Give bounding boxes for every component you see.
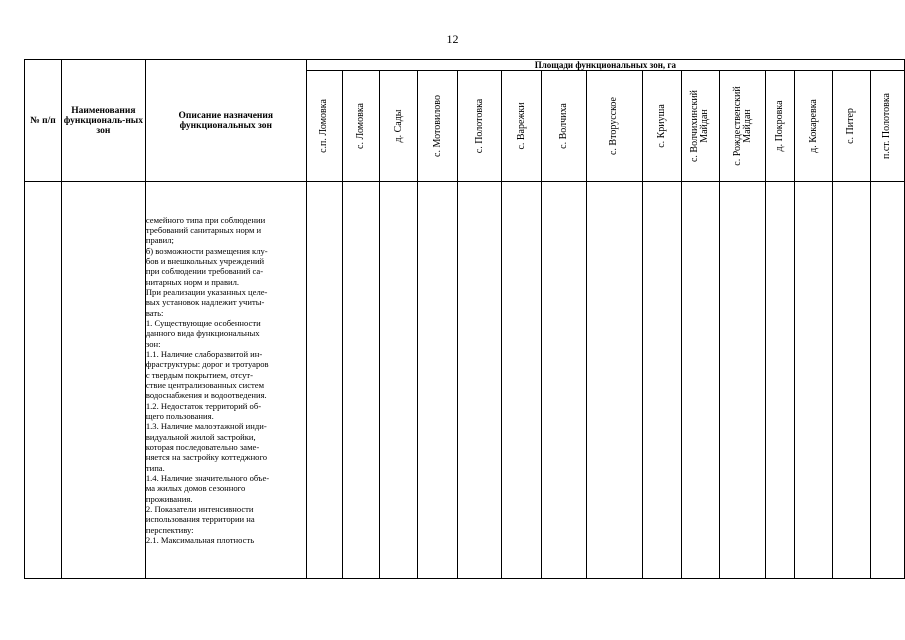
settlement-header xyxy=(306,71,342,182)
zone-description-cell xyxy=(145,182,306,579)
area-cell xyxy=(720,182,766,579)
header-row-top xyxy=(25,60,905,71)
area-cell xyxy=(541,182,586,579)
settlement-header xyxy=(380,71,418,182)
settlement-label: с. Мотовилово xyxy=(431,95,443,157)
settlement-label: с.п. Ломовка xyxy=(318,99,330,153)
settlement-label: п.ст. Полотовка xyxy=(881,93,893,159)
settlement-header xyxy=(502,71,542,182)
description-line: 1.2. Недостаток территорий об- xyxy=(145,400,262,411)
area-cell xyxy=(502,182,542,579)
settlement-header xyxy=(681,71,720,182)
description-line: няется на застройку коттеджного xyxy=(145,452,268,463)
settlement-label: с. Вторусское xyxy=(608,96,620,156)
description-line: ма жилых домов сезонного xyxy=(145,483,246,494)
description-line: фраструктуры: дорог и тротуаров xyxy=(145,359,269,370)
description-line: вать: xyxy=(145,307,164,318)
settlement-label: с. Волчиха xyxy=(557,103,569,149)
description-line: правил; xyxy=(145,235,174,246)
header-zone-areas: Площади функциональных зон, га xyxy=(306,60,904,71)
settlement-label: с. Криуша xyxy=(655,104,667,148)
description-line: 1. Существующие особенности xyxy=(145,317,261,328)
area-cell xyxy=(766,182,795,579)
area-cell xyxy=(380,182,418,579)
page-number: 12 xyxy=(446,32,459,46)
description-line: бов и внешкольных учреждений xyxy=(145,255,265,266)
header-zone-name: Наименования функциональ-ных зон xyxy=(61,60,145,182)
settlement-header xyxy=(795,71,833,182)
description-line: водоснабжения и водоотведения. xyxy=(145,390,267,401)
settlement-header xyxy=(766,71,795,182)
description-line: 1.3. Наличие малоэтажной инди- xyxy=(145,421,267,432)
description-text xyxy=(146,215,306,546)
description-line: 1.1. Наличие слаборазвитой ин- xyxy=(145,348,263,359)
settlement-header xyxy=(720,71,766,182)
area-cell xyxy=(586,182,642,579)
settlement-header xyxy=(642,71,681,182)
description-line: перспективу: xyxy=(145,524,194,535)
settlement-header xyxy=(418,71,458,182)
settlement-header xyxy=(586,71,642,182)
settlement-label: д. Кокаревка xyxy=(807,99,819,153)
description-line: ствие централизованных систем xyxy=(145,380,265,390)
description-line: видуальной жилой застройки, xyxy=(145,431,256,442)
description-line: зон: xyxy=(145,338,161,349)
settlement-header xyxy=(458,71,502,182)
table-row xyxy=(25,182,905,579)
description-line: При реализации указанных целе- xyxy=(145,286,268,297)
description-line: проживания. xyxy=(145,493,193,504)
zone-name-cell xyxy=(61,182,145,579)
area-cell xyxy=(342,182,380,579)
area-cell xyxy=(642,182,681,579)
description-line: при соблюдении требований са- xyxy=(145,266,264,277)
settlement-label: д. Сады xyxy=(392,109,404,143)
header-num: № п/п xyxy=(25,60,62,182)
settlement-label: с. Питер xyxy=(845,108,857,144)
description-line: вых установок надлежит учиты- xyxy=(145,297,265,308)
area-cell xyxy=(418,182,458,579)
description-line: нитарных норм и правил. xyxy=(145,276,240,287)
settlement-label: д. Покровка xyxy=(774,100,786,152)
area-cell xyxy=(458,182,502,579)
area-cell xyxy=(306,182,342,579)
settlement-label: с. Варежки xyxy=(515,102,527,150)
area-cell xyxy=(795,182,833,579)
description-line: с твердым покрытием, отсут- xyxy=(145,369,254,380)
settlement-label: с. Волчихинский Майдан xyxy=(689,89,711,163)
description-line: требований санитарных норм и xyxy=(145,224,262,235)
settlement-label: с. Ломовка xyxy=(355,103,367,149)
settlement-label: с. Рождественский Майдан xyxy=(731,86,753,166)
area-cell xyxy=(681,182,720,579)
functional-zones-table xyxy=(24,59,905,579)
header-zone-description: Описание назначения функциональных зон xyxy=(145,60,306,182)
settlement-label: с. Полотовка xyxy=(473,98,485,154)
description-line: которая последовательно заме- xyxy=(145,442,260,453)
description-line: данного вида функциональных xyxy=(145,328,260,339)
description-line: 1.4. Наличие значительного объе- xyxy=(145,473,270,484)
settlement-header xyxy=(870,71,904,182)
description-line: 2.1. Максимальная плотность xyxy=(145,535,255,546)
description-line: щего пользования. xyxy=(145,411,214,422)
settlement-header xyxy=(833,71,871,182)
description-line: б) возможности размещения клу- xyxy=(145,245,268,256)
description-line: использования территории на xyxy=(145,514,255,525)
description-line: семейного типа при соблюдении xyxy=(145,214,266,225)
settlement-header xyxy=(342,71,380,182)
settlement-header xyxy=(541,71,586,182)
area-cell xyxy=(870,182,904,579)
num-cell xyxy=(25,182,62,579)
area-cell xyxy=(833,182,871,579)
description-line: типа. xyxy=(145,462,165,473)
description-line: 2. Показатели интенсивности xyxy=(145,504,254,515)
